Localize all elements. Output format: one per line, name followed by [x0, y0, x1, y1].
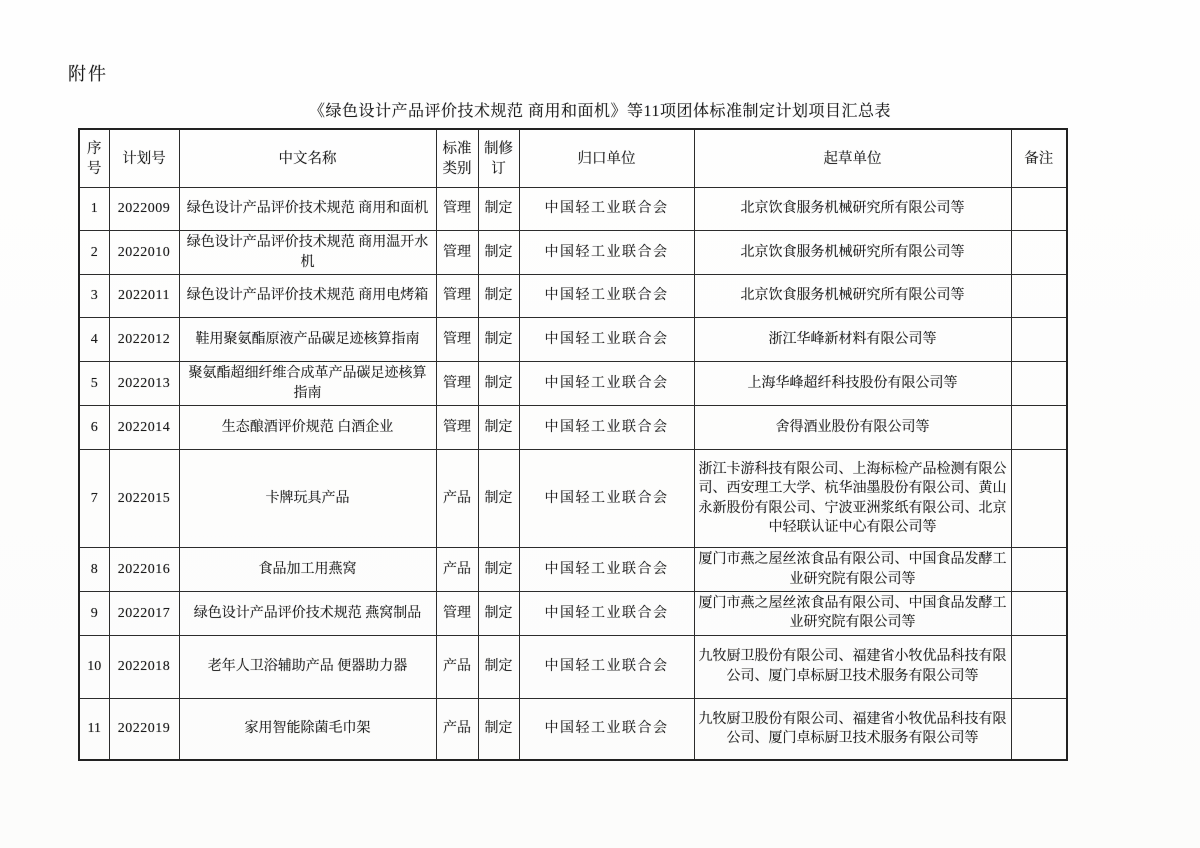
cell-chinese-name: 鞋用聚氨酯原液产品碳足迹核算指南: [179, 318, 436, 362]
cell-standard-category: 产品: [436, 548, 478, 592]
cell-revision-type: 制定: [478, 318, 519, 362]
cell-revision-type: 制定: [478, 188, 519, 231]
cell-index: 10: [79, 635, 109, 698]
cell-centralized-unit: 中国轻工业联合会: [519, 406, 694, 450]
cell-chinese-name: 绿色设计产品评价技术规范 商用和面机: [179, 188, 436, 231]
cell-centralized-unit: 中国轻工业联合会: [519, 188, 694, 231]
table-row: [79, 275, 1067, 318]
cell-standard-category: 产品: [436, 635, 478, 698]
cell-standard-category: 管理: [436, 318, 478, 362]
table-row: [79, 231, 1067, 275]
cell-centralized-unit: 中国轻工业联合会: [519, 450, 694, 548]
cell-chinese-name: 绿色设计产品评价技术规范 商用温开水机: [179, 231, 436, 275]
cell-standard-category: 产品: [436, 450, 478, 548]
cell-plan-no: 2022009: [109, 188, 179, 231]
cell-centralized-unit: 中国轻工业联合会: [519, 698, 694, 760]
cell-centralized-unit: 中国轻工业联合会: [519, 275, 694, 318]
cell-standard-category: 管理: [436, 406, 478, 450]
cell-index: 1: [79, 188, 109, 231]
header-drafting-unit: 起草单位: [694, 129, 1011, 188]
cell-revision-type: 制定: [478, 592, 519, 636]
cell-chinese-name: 卡牌玩具产品: [179, 450, 436, 548]
header-centralized-unit: 归口单位: [519, 129, 694, 188]
cell-plan-no: 2022019: [109, 698, 179, 760]
table-header-row: [79, 129, 1067, 188]
cell-drafting-unit: 北京饮食服务机械研究所有限公司等: [694, 231, 1011, 275]
cell-plan-no: 2022013: [109, 362, 179, 406]
cell-standard-category: 管理: [436, 188, 478, 231]
cell-remarks: [1011, 450, 1067, 548]
cell-revision-type: 制定: [478, 362, 519, 406]
cell-index: 11: [79, 698, 109, 760]
cell-chinese-name: 绿色设计产品评价技术规范 燕窝制品: [179, 592, 436, 636]
cell-index: 3: [79, 275, 109, 318]
cell-remarks: [1011, 318, 1067, 362]
document-title: 《绿色设计产品评价技术规范 商用和面机》等11项团体标准制定计划项目汇总表: [309, 103, 891, 120]
cell-centralized-unit: 中国轻工业联合会: [519, 231, 694, 275]
cell-drafting-unit: 厦门市燕之屋丝浓食品有限公司、中国食品发酵工业研究院有限公司等: [694, 592, 1011, 636]
cell-remarks: [1011, 406, 1067, 450]
cell-chinese-name: 绿色设计产品评价技术规范 商用电烤箱: [179, 275, 436, 318]
cell-index: 8: [79, 548, 109, 592]
table-row: [79, 635, 1067, 698]
table-row: [79, 362, 1067, 406]
cell-revision-type: 制定: [478, 548, 519, 592]
table-row: [79, 548, 1067, 592]
cell-remarks: [1011, 698, 1067, 760]
cell-standard-category: 管理: [436, 362, 478, 406]
table-row: [79, 592, 1067, 636]
cell-drafting-unit: 九牧厨卫股份有限公司、福建省小牧优品科技有限公司、厦门卓标厨卫技术服务有限公司等: [694, 698, 1011, 760]
cell-drafting-unit: 九牧厨卫股份有限公司、福建省小牧优品科技有限公司、厦门卓标厨卫技术服务有限公司等: [694, 635, 1011, 698]
cell-chinese-name: 生态酿酒评价规范 白酒企业: [179, 406, 436, 450]
cell-standard-category: 管理: [436, 231, 478, 275]
cell-remarks: [1011, 592, 1067, 636]
table-row: [79, 188, 1067, 231]
cell-plan-no: 2022011: [109, 275, 179, 318]
cell-index: 5: [79, 362, 109, 406]
cell-drafting-unit: 浙江华峰新材料有限公司等: [694, 318, 1011, 362]
table-row: [79, 406, 1067, 450]
cell-centralized-unit: 中国轻工业联合会: [519, 318, 694, 362]
cell-plan-no: 2022012: [109, 318, 179, 362]
cell-drafting-unit: 浙江卡游科技有限公司、上海标检产品检测有限公司、西安理工大学、杭华油墨股份有限公司、黄山永新股份有限公司、宁波亚洲浆纸有限公司、北京中轻联认证中心有限公司等: [694, 450, 1011, 548]
cell-plan-no: 2022016: [109, 548, 179, 592]
header-revision-type: 制修订: [478, 129, 519, 188]
cell-standard-category: 管理: [436, 592, 478, 636]
cell-index: 9: [79, 592, 109, 636]
cell-remarks: [1011, 362, 1067, 406]
cell-remarks: [1011, 635, 1067, 698]
table-row: [79, 318, 1067, 362]
cell-revision-type: 制定: [478, 406, 519, 450]
cell-standard-category: 管理: [436, 275, 478, 318]
cell-revision-type: 制定: [478, 698, 519, 760]
cell-drafting-unit: 舍得酒业股份有限公司等: [694, 406, 1011, 450]
attachment-label: 附件: [68, 64, 108, 84]
cell-centralized-unit: 中国轻工业联合会: [519, 635, 694, 698]
table-row: [79, 698, 1067, 760]
cell-standard-category: 产品: [436, 698, 478, 760]
cell-index: 7: [79, 450, 109, 548]
table-body: [79, 188, 1067, 761]
cell-index: 4: [79, 318, 109, 362]
cell-revision-type: 制定: [478, 635, 519, 698]
cell-drafting-unit: 北京饮食服务机械研究所有限公司等: [694, 275, 1011, 318]
cell-revision-type: 制定: [478, 231, 519, 275]
header-standard-category: 标准类别: [436, 129, 478, 188]
cell-drafting-unit: 厦门市燕之屋丝浓食品有限公司、中国食品发酵工业研究院有限公司等: [694, 548, 1011, 592]
cell-centralized-unit: 中国轻工业联合会: [519, 548, 694, 592]
cell-plan-no: 2022014: [109, 406, 179, 450]
cell-revision-type: 制定: [478, 450, 519, 548]
cell-remarks: [1011, 548, 1067, 592]
cell-chinese-name: 食品加工用燕窝: [179, 548, 436, 592]
cell-chinese-name: 老年人卫浴辅助产品 便器助力器: [179, 635, 436, 698]
cell-plan-no: 2022010: [109, 231, 179, 275]
cell-revision-type: 制定: [478, 275, 519, 318]
cell-centralized-unit: 中国轻工业联合会: [519, 362, 694, 406]
header-chinese-name: 中文名称: [179, 129, 436, 188]
cell-index: 2: [79, 231, 109, 275]
cell-plan-no: 2022017: [109, 592, 179, 636]
cell-remarks: [1011, 275, 1067, 318]
header-index: 序号: [79, 129, 109, 188]
cell-centralized-unit: 中国轻工业联合会: [519, 592, 694, 636]
cell-plan-no: 2022015: [109, 450, 179, 548]
cell-chinese-name: 家用智能除菌毛巾架: [179, 698, 436, 760]
table-row: [79, 450, 1067, 548]
standards-plan-table: [78, 128, 1068, 761]
cell-remarks: [1011, 231, 1067, 275]
cell-plan-no: 2022018: [109, 635, 179, 698]
cell-index: 6: [79, 406, 109, 450]
cell-drafting-unit: 上海华峰超纤科技股份有限公司等: [694, 362, 1011, 406]
cell-drafting-unit: 北京饮食服务机械研究所有限公司等: [694, 188, 1011, 231]
cell-remarks: [1011, 188, 1067, 231]
cell-chinese-name: 聚氨酯超细纤维合成革产品碳足迹核算指南: [179, 362, 436, 406]
header-plan-no: 计划号: [109, 129, 179, 188]
header-remarks: 备注: [1011, 129, 1067, 188]
